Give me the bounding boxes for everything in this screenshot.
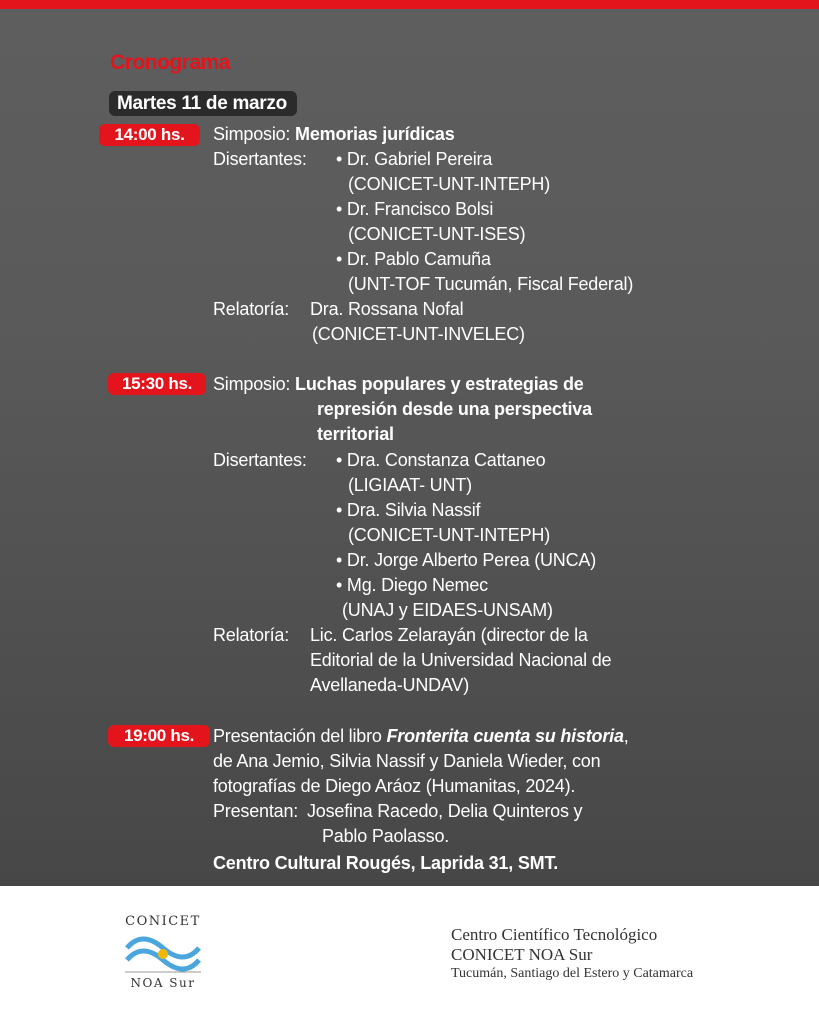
rapporteur-name: Dra. Rossana Nofal [310,299,464,319]
speaker-affiliation: (UNAJ y EIDAES-UNSAM) [342,600,553,620]
footer-center-sub: CONICET NOA Sur [451,945,593,964]
top-accent-bar [0,0,819,9]
logo-subtitle: NOA Sur [130,976,196,990]
presenters-names: Josefina Racedo, Delia Quinteros y [307,801,583,821]
rapporteur-affiliation: Editorial de la Universidad Nacional de [310,650,612,670]
page-title: Cronograma [110,51,230,74]
rapporteur-label: Relatoría: [213,625,290,645]
book-photos: fotografías de Diego Aráoz (Humanitas, 2024). [213,776,576,796]
speaker-name: • Dra. Silvia Nassif [336,500,481,520]
rapporteur-name: Lic. Carlos Zelarayán (director de la [310,625,588,645]
symposium-line: Simposio: Memorias jurídicas [213,124,455,144]
symposium-title: Luchas populares y estrategias de [295,374,584,394]
speaker-name: • Dr. Francisco Bolsi [336,199,494,219]
date-badge: Martes 11 de marzo [109,91,297,116]
book-presentation-line: Presentación del libro Fronterita cuenta su historia, [213,726,629,746]
symposium-title: Memorias jurídicas [295,124,455,144]
rapporteur-affiliation: (CONICET-UNT-INVELEC) [312,324,525,344]
speaker-affiliation: (CONICET-UNT-INTEPH) [348,525,550,545]
symposium-title-cont: territorial [317,424,394,444]
rapporteur-affiliation: Avellaneda-UNDAV) [310,675,470,695]
footer-center-region: Tucumán, Santiago del Estero y Catamarca [451,966,694,981]
symposium-line: Simposio: Luchas populares y estrategias de [213,374,584,394]
logo-title: CONICET [125,914,201,929]
speaker-name: • Dra. Constanza Cattaneo [336,450,546,470]
speaker-affiliation: (CONICET-UNT-ISES) [348,224,526,244]
book-title: Fronterita cuenta su historia [386,726,624,746]
speakers-label: Disertantes: [213,450,307,470]
speaker-name: • Dr. Pablo Camuña [336,249,491,269]
footer-center-name: Centro Científico Tecnológico [451,925,658,944]
speaker-name: • Dr. Gabriel Pereira [336,149,493,169]
speaker-affiliation: (LIGIAAT- UNT) [348,475,472,495]
book-authors: de Ana Jemio, Silvia Nassif y Daniela Wieder, con [213,751,601,771]
presenters-label: Presentan: [213,801,299,821]
conicet-emblem-icon [123,934,203,974]
speakers-label: Disertantes: [213,149,307,169]
speaker-affiliation: (UNT-TOF Tucumán, Fiscal Federal) [348,274,634,294]
time-badge-1530: 15:30 hs. [108,373,206,395]
speaker-affiliation: (CONICET-UNT-INTEPH) [348,174,550,194]
conicet-logo [118,914,208,996]
speaker-name: • Dr. Jorge Alberto Perea (UNCA) [336,550,596,570]
symposium-title-cont: represión desde una perspectiva [317,399,592,419]
time-badge-1400: 14:00 hs. [99,124,200,146]
time-badge-1900: 19:00 hs. [108,725,210,747]
presenters-names: Pablo Paolasso. [322,826,450,846]
speaker-name: • Mg. Diego Nemec [336,575,488,595]
rapporteur-label: Relatoría: [213,299,290,319]
venue: Centro Cultural Rougés, Laprida 31, SMT. [213,853,559,873]
